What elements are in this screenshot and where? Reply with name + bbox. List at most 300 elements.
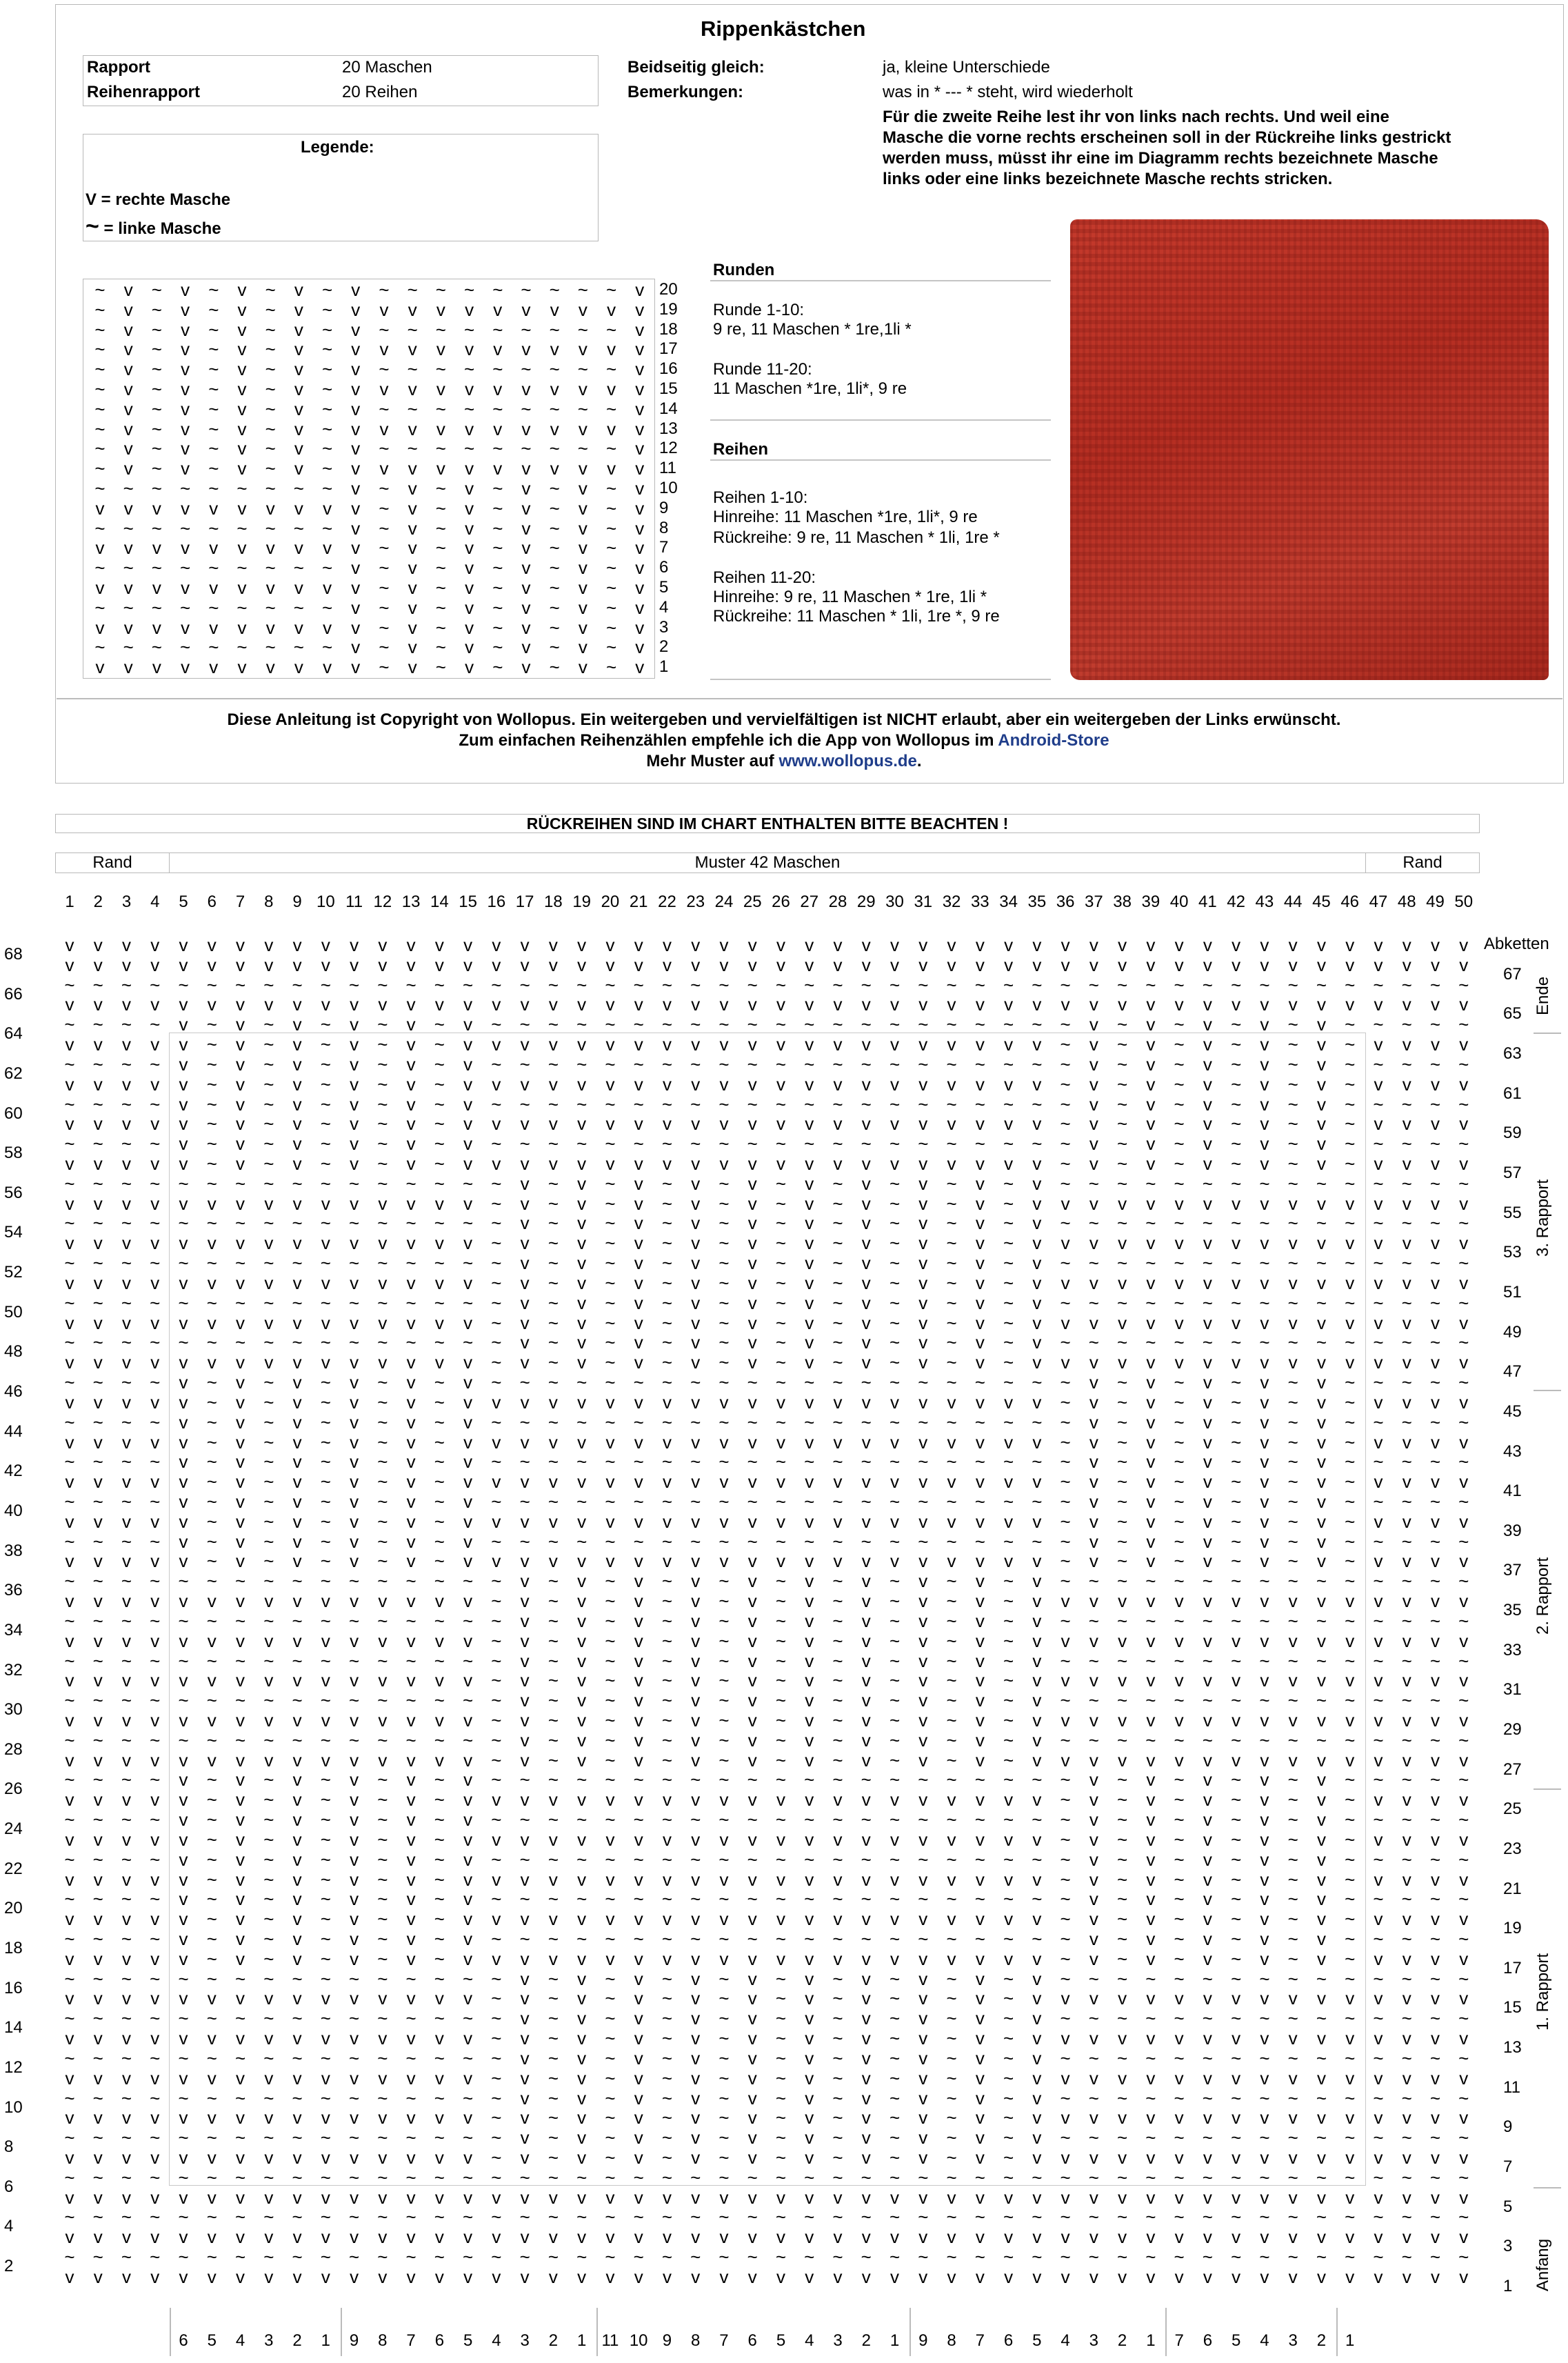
chart-stitch: ~ <box>661 2047 673 2068</box>
chart-stitch: v <box>861 1253 871 1274</box>
chart-stitch: ~ <box>1174 1610 1185 1631</box>
chart-stitch: ~ <box>747 1888 758 1910</box>
chart-stitch: ~ <box>1117 1828 1128 1850</box>
chart-stitch: ~ <box>547 1809 559 1831</box>
small-chart-stitch: v <box>209 617 219 638</box>
chart-stitch: ~ <box>633 1928 644 1949</box>
chart-stitch: v <box>350 1352 359 1373</box>
chart-stitch: v <box>1061 2028 1070 2049</box>
chart-stitch: v <box>605 1431 615 1453</box>
small-chart-stitch: v <box>152 497 161 519</box>
small-chart-stitch: ~ <box>577 279 588 300</box>
chart-stitch: ~ <box>1003 1848 1014 1870</box>
chart-stitch: v <box>1260 1411 1269 1433</box>
chart-stitch: ~ <box>206 974 217 995</box>
chart-stitch: v <box>719 1948 729 1969</box>
chart-stitch: v <box>691 1173 701 1194</box>
chart-stitch: v <box>65 1630 74 1651</box>
chart-stitch: v <box>918 1630 928 1651</box>
copyright-line-3 <box>0 752 1568 771</box>
chart-stitch: v <box>350 1848 359 1870</box>
chart-stitch: v <box>350 1372 359 1393</box>
row-number-right: 5 <box>1503 2197 1513 2216</box>
chart-stitch: v <box>463 1411 473 1433</box>
small-chart-stitch: v <box>635 418 645 439</box>
row-number-right: 61 <box>1503 1084 1522 1103</box>
small-chart-stitch: v <box>152 617 161 638</box>
chart-stitch: v <box>1260 1431 1269 1453</box>
chart-stitch: v <box>1203 1551 1212 1572</box>
chart-stitch: ~ <box>1003 1253 1014 1274</box>
chart-stitch: v <box>150 1630 160 1651</box>
chart-stitch: ~ <box>320 1253 331 1274</box>
chart-stitch: ~ <box>263 1908 274 1930</box>
small-chart-stitch: ~ <box>322 279 333 300</box>
chart-stitch: ~ <box>377 2206 388 2228</box>
chart-stitch: ~ <box>861 2206 872 2228</box>
chart-stitch: ~ <box>946 2127 957 2148</box>
chart-stitch: v <box>1032 1153 1042 1175</box>
chart-stitch: v <box>805 2028 814 2049</box>
chart-stitch: v <box>1032 1968 1042 1989</box>
chart-stitch: ~ <box>1117 1451 1128 1473</box>
chart-stitch: ~ <box>121 1173 132 1194</box>
chart-stitch: ~ <box>377 2047 388 2068</box>
chart-stitch: ~ <box>1174 1471 1185 1493</box>
chart-stitch: v <box>918 1591 928 1612</box>
beidseitig-label: Beidseitig gleich: <box>627 58 765 77</box>
chart-stitch: v <box>1374 1591 1383 1612</box>
chart-stitch: ~ <box>206 1729 217 1751</box>
chart-stitch: v <box>1288 1749 1298 1771</box>
chart-stitch: v <box>861 2186 871 2208</box>
small-chart-stitch: ~ <box>464 438 475 459</box>
chart-stitch: ~ <box>377 1213 388 1234</box>
chart-stitch: ~ <box>1316 1253 1327 1274</box>
small-chart-stitch: ~ <box>151 418 162 439</box>
chart-stitch: ~ <box>1373 1531 1384 1552</box>
chart-stitch: ~ <box>234 2166 246 2188</box>
chart-stitch: ~ <box>1287 1391 1298 1413</box>
chart-stitch: v <box>605 1073 615 1095</box>
chart-stitch: v <box>1232 935 1241 955</box>
chart-stitch: v <box>776 1391 785 1413</box>
chart-stitch: ~ <box>206 2087 217 2108</box>
chart-stitch: ~ <box>1458 2246 1469 2268</box>
section-separator <box>1165 2308 1167 2356</box>
small-chart-stitch: ~ <box>549 279 560 300</box>
chart-stitch: ~ <box>121 1729 132 1751</box>
chart-stitch: v <box>378 1709 388 1731</box>
chart-stitch: ~ <box>434 974 445 995</box>
chart-stitch: ~ <box>405 1571 416 1592</box>
small-chart-stitch: v <box>123 458 133 479</box>
chart-stitch: v <box>179 1312 188 1333</box>
row-number-left: 22 <box>4 1859 23 1878</box>
chart-stitch: v <box>1146 1868 1156 1890</box>
small-chart-stitch: v <box>237 339 247 360</box>
chart-stitch: ~ <box>747 2166 758 2188</box>
small-chart-stitch: v <box>294 537 303 559</box>
chart-stitch: ~ <box>605 1312 616 1333</box>
chart-stitch: ~ <box>92 1213 103 1234</box>
chart-stitch: v <box>463 994 473 1015</box>
chart-stitch: v <box>406 1769 416 1791</box>
chart-stitch: ~ <box>1429 1610 1441 1631</box>
chart-stitch: v <box>150 1789 160 1811</box>
small-chart-stitch: v <box>181 319 190 340</box>
chart-stitch: ~ <box>1231 1571 1242 1592</box>
small-chart-stitch: v <box>323 497 332 519</box>
row-number-right: 37 <box>1503 1561 1522 1580</box>
chart-stitch: ~ <box>861 1014 872 1035</box>
chart-stitch: ~ <box>1345 1471 1356 1493</box>
chart-stitch: v <box>1061 1630 1070 1651</box>
chart-stitch: ~ <box>1032 1093 1043 1115</box>
small-chart-stitch: ~ <box>379 557 390 579</box>
chart-stitch: ~ <box>64 2008 75 2029</box>
chart-stitch: ~ <box>832 1133 843 1155</box>
chart-stitch: v <box>577 2087 587 2108</box>
row-number-right: 9 <box>1503 2117 1513 2137</box>
chart-stitch: ~ <box>1003 2206 1014 2228</box>
small-chart-stitch: v <box>521 379 531 399</box>
chart-stitch: ~ <box>206 1908 217 1930</box>
chart-stitch: v <box>1032 1551 1042 1572</box>
chart-stitch: ~ <box>718 2206 730 2228</box>
chart-stitch: ~ <box>1316 2127 1327 2148</box>
row-number-left: 40 <box>4 1501 23 1520</box>
small-chart-stitch: ~ <box>492 557 503 579</box>
small-chart-stitch: v <box>209 537 219 559</box>
chart-stitch: v <box>179 1153 188 1175</box>
chart-stitch: v <box>1146 2186 1156 2208</box>
chart-stitch: ~ <box>747 2206 758 2228</box>
chart-stitch: v <box>719 1828 729 1850</box>
chart-stitch: v <box>1316 1769 1326 1791</box>
chart-stitch: ~ <box>519 1014 530 1035</box>
small-chart-stitch: v <box>408 557 417 579</box>
chart-stitch: ~ <box>434 1372 445 1393</box>
chart-stitch: ~ <box>661 1272 673 1293</box>
chart-stitch: ~ <box>832 1093 843 1115</box>
chart-stitch: ~ <box>1287 1551 1298 1572</box>
small-chart-stitch: ~ <box>94 279 105 300</box>
small-chart-stitch: ~ <box>379 359 390 380</box>
chart-stitch: v <box>122 1193 132 1214</box>
chart-stitch: v <box>1374 994 1383 1015</box>
chart-stitch: ~ <box>661 2087 673 2108</box>
chart-stitch: ~ <box>1373 1729 1384 1751</box>
bottom-stitch-number: 4 <box>492 2331 501 2350</box>
chart-stitch: ~ <box>661 1630 673 1651</box>
chart-stitch: v <box>605 1034 615 1055</box>
chart-stitch: ~ <box>832 1014 843 1035</box>
chart-stitch: ~ <box>1060 1571 1071 1592</box>
chart-stitch: v <box>1032 2186 1042 2208</box>
chart-stitch: ~ <box>889 2107 901 2128</box>
chart-stitch: ~ <box>1145 1729 1156 1751</box>
chart-stitch: ~ <box>491 2166 502 2188</box>
chart-stitch: ~ <box>661 1490 673 1512</box>
chart-stitch: ~ <box>547 1193 559 1214</box>
chart-stitch: v <box>691 1591 701 1612</box>
chart-stitch: v <box>776 1431 785 1453</box>
chart-stitch: v <box>605 1551 615 1572</box>
chart-stitch: v <box>350 1551 359 1572</box>
chart-stitch: v <box>1089 1828 1098 1850</box>
small-chart-stitch: v <box>123 398 133 419</box>
chart-stitch: v <box>378 2226 388 2248</box>
chart-stitch: ~ <box>1060 1292 1071 1313</box>
chart-stitch: ~ <box>178 1968 189 1989</box>
chart-stitch: ~ <box>1345 1133 1356 1155</box>
chart-stitch: ~ <box>861 2166 872 2188</box>
android-store-link[interactable]: Android-Store <box>998 731 1109 750</box>
chart-stitch: ~ <box>377 1133 388 1155</box>
chart-stitch: ~ <box>946 1332 957 1353</box>
chart-stitch: ~ <box>320 1789 331 1811</box>
chart-stitch: v <box>350 1113 359 1135</box>
chart-stitch: ~ <box>1032 1809 1043 1831</box>
chart-stitch: v <box>65 1749 74 1771</box>
chart-stitch: ~ <box>349 974 360 995</box>
chart-stitch: ~ <box>206 1173 217 1194</box>
chart-stitch: ~ <box>121 1809 132 1831</box>
chart-stitch: v <box>520 1153 530 1175</box>
chart-stitch: v <box>861 1292 871 1313</box>
chart-stitch: v <box>548 954 558 975</box>
small-chart-row-number: 7 <box>659 538 669 557</box>
small-chart-stitch: ~ <box>265 418 276 439</box>
row-number-left: 24 <box>4 1819 23 1839</box>
chart-stitch: ~ <box>519 1809 530 1831</box>
chart-stitch: ~ <box>605 2067 616 2088</box>
chart-stitch: v <box>634 1352 643 1373</box>
small-chart-row-number: 19 <box>659 299 678 319</box>
chart-stitch: v <box>861 1948 871 1969</box>
chart-stitch: ~ <box>64 2047 75 2068</box>
chart-stitch: v <box>1288 1193 1298 1214</box>
chart-stitch: v <box>975 935 985 955</box>
chart-stitch: v <box>292 1868 302 1890</box>
chart-stitch: ~ <box>1373 1888 1384 1910</box>
chart-stitch: ~ <box>519 1490 530 1512</box>
chart-stitch: v <box>350 1888 359 1910</box>
chart-stitch: ~ <box>633 1133 644 1155</box>
small-chart-box <box>83 279 655 679</box>
chart-stitch: v <box>634 1551 643 1572</box>
chart-stitch: ~ <box>775 1610 787 1631</box>
chart-stitch: ~ <box>1003 2147 1014 2168</box>
small-chart-stitch: ~ <box>407 438 418 459</box>
chart-stitch: ~ <box>832 1709 843 1731</box>
small-chart-stitch: v <box>465 478 474 499</box>
chart-stitch: v <box>805 1510 814 1532</box>
chart-stitch: v <box>1146 2266 1156 2287</box>
chart-stitch: ~ <box>946 1928 957 1949</box>
chart-stitch: ~ <box>605 2008 616 2029</box>
small-chart-stitch: v <box>493 339 503 360</box>
chart-stitch: v <box>1032 1670 1042 1691</box>
chart-stitch: v <box>434 1630 444 1651</box>
small-chart-stitch: ~ <box>322 379 333 399</box>
chart-stitch: v <box>1089 1789 1098 1811</box>
chart-stitch: v <box>520 2008 530 2029</box>
small-chart-stitch: ~ <box>293 557 304 579</box>
chart-stitch: ~ <box>1373 1173 1384 1194</box>
chart-stitch: v <box>1174 2147 1184 2168</box>
chart-stitch: v <box>1288 1352 1298 1373</box>
chart-stitch: ~ <box>519 1848 530 1870</box>
chart-stitch: v <box>861 1272 871 1293</box>
chart-stitch: ~ <box>775 1292 787 1313</box>
label-anfang: Anfang <box>1534 2238 1552 2291</box>
chart-stitch: v <box>1430 1591 1440 1612</box>
chart-stitch: ~ <box>661 1233 673 1254</box>
chart-stitch: ~ <box>64 1014 75 1035</box>
chart-stitch: ~ <box>349 1968 360 1989</box>
chart-stitch: v <box>1402 1828 1411 1850</box>
chart-stitch: ~ <box>1401 1093 1412 1115</box>
chart-stitch: v <box>1146 1034 1156 1055</box>
chart-stitch: v <box>463 2107 473 2128</box>
chart-stitch: v <box>1004 2186 1014 2208</box>
chart-stitch: v <box>747 1332 757 1353</box>
chart-stitch: ~ <box>1458 1014 1469 1035</box>
chart-stitch: ~ <box>206 1253 217 1274</box>
chart-stitch: ~ <box>320 1411 331 1433</box>
small-chart-stitch: ~ <box>208 359 219 380</box>
chart-stitch: v <box>577 1253 587 1274</box>
chart-stitch: ~ <box>690 1133 701 1155</box>
chart-stitch: ~ <box>320 1014 331 1035</box>
chart-stitch: v <box>463 1272 473 1293</box>
chart-stitch: v <box>634 1749 643 1771</box>
chart-stitch: v <box>1118 1749 1127 1771</box>
chart-stitch: v <box>150 1988 160 2009</box>
row-number-left: 12 <box>4 2057 23 2077</box>
small-chart-stitch: ~ <box>322 597 333 618</box>
chart-stitch: v <box>1032 1352 1042 1373</box>
chart-stitch: ~ <box>292 1173 303 1194</box>
small-chart-stitch: ~ <box>151 299 162 320</box>
chart-stitch: ~ <box>1373 1769 1384 1791</box>
chart-stitch: ~ <box>1003 1610 1014 1631</box>
chart-stitch: ~ <box>1202 1968 1213 1989</box>
chart-stitch: ~ <box>1287 2166 1298 2188</box>
chart-stitch: ~ <box>92 2008 103 2029</box>
chart-stitch: v <box>1459 1591 1469 1612</box>
chart-stitch: ~ <box>263 1809 274 1831</box>
chart-stitch: ~ <box>292 1968 303 1989</box>
chart-stitch: ~ <box>1088 1173 1099 1194</box>
chart-stitch: v <box>662 994 672 1015</box>
small-chart-stitch: ~ <box>606 497 617 519</box>
chart-stitch: ~ <box>946 1272 957 1293</box>
chart-stitch: ~ <box>1060 1471 1071 1493</box>
chart-stitch: v <box>463 1531 473 1552</box>
reihen-line-3: Rückreihe: 9 re, 11 Maschen * 1li, 1re * <box>713 528 1000 547</box>
chart-stitch: ~ <box>1032 2246 1043 2268</box>
chart-stitch: v <box>634 1213 643 1234</box>
chart-stitch: ~ <box>605 1809 616 1831</box>
small-chart-stitch: ~ <box>94 438 105 459</box>
page-title: Rippenkästchen <box>701 17 866 41</box>
small-chart-stitch: v <box>351 657 361 678</box>
chart-stitch: ~ <box>946 1173 957 1194</box>
chart-stitch: v <box>463 1073 473 1095</box>
column-number: 36 <box>1056 893 1075 911</box>
chart-stitch: v <box>634 1828 643 1850</box>
chart-stitch: ~ <box>861 1372 872 1393</box>
chart-stitch: ~ <box>718 1670 730 1691</box>
chart-stitch: ~ <box>661 2147 673 2168</box>
chart-stitch: v <box>890 1908 900 1930</box>
chart-stitch: v <box>150 1034 160 1055</box>
chart-stitch: v <box>122 1709 132 1731</box>
chart-stitch: v <box>65 2067 74 2088</box>
chart-stitch: v <box>1374 1113 1383 1135</box>
row-number-left: 48 <box>4 1342 23 1362</box>
small-chart-stitch: v <box>265 537 275 559</box>
chart-stitch: v <box>861 935 871 955</box>
chart-stitch: ~ <box>206 1332 217 1353</box>
chart-stitch: ~ <box>519 1451 530 1473</box>
chart-stitch: ~ <box>377 2127 388 2148</box>
chart-stitch: ~ <box>1202 2008 1213 2029</box>
chart-stitch: ~ <box>234 1253 246 1274</box>
chart-stitch: ~ <box>263 1828 274 1850</box>
chart-stitch: v <box>634 2266 643 2287</box>
chart-stitch: v <box>406 1531 416 1552</box>
small-chart-stitch: ~ <box>208 418 219 439</box>
chart-stitch: v <box>1316 1272 1326 1293</box>
chart-stitch: v <box>747 2047 757 2068</box>
chart-stitch: ~ <box>889 1213 901 1234</box>
chart-stitch: ~ <box>1088 2087 1099 2108</box>
chart-stitch: v <box>833 1948 843 1969</box>
chart-stitch: ~ <box>320 2246 331 2268</box>
chart-stitch: v <box>65 1551 74 1572</box>
chart-stitch: ~ <box>1345 1034 1356 1055</box>
chart-stitch: ~ <box>1060 1034 1071 1055</box>
chart-stitch: v <box>179 1451 188 1473</box>
chart-stitch: v <box>93 2186 103 2208</box>
chart-stitch: v <box>520 1709 530 1731</box>
website-link[interactable]: www.wollopus.de <box>778 752 917 770</box>
chart-stitch: v <box>1146 1510 1156 1532</box>
chart-stitch: v <box>719 935 729 955</box>
chart-stitch: ~ <box>463 2246 474 2268</box>
chart-stitch: ~ <box>1060 1173 1071 1194</box>
chart-stitch: ~ <box>547 1292 559 1313</box>
chart-stitch: ~ <box>889 1352 901 1373</box>
chart-stitch: v <box>691 1709 701 1731</box>
chart-stitch: v <box>1260 1053 1269 1075</box>
chart-stitch: v <box>1203 1888 1212 1910</box>
row-number-left: 28 <box>4 1739 23 1759</box>
small-chart-stitch: v <box>408 418 417 439</box>
chart-stitch: ~ <box>1458 2087 1469 2108</box>
chart-stitch: v <box>1260 1312 1269 1333</box>
chart-stitch: ~ <box>1458 2206 1469 2228</box>
small-chart-stitch: v <box>265 657 275 678</box>
chart-stitch: ~ <box>434 1053 445 1075</box>
chart-stitch: v <box>1316 1709 1326 1731</box>
chart-stitch: v <box>1402 1749 1411 1771</box>
chart-stitch: ~ <box>946 2206 957 2228</box>
